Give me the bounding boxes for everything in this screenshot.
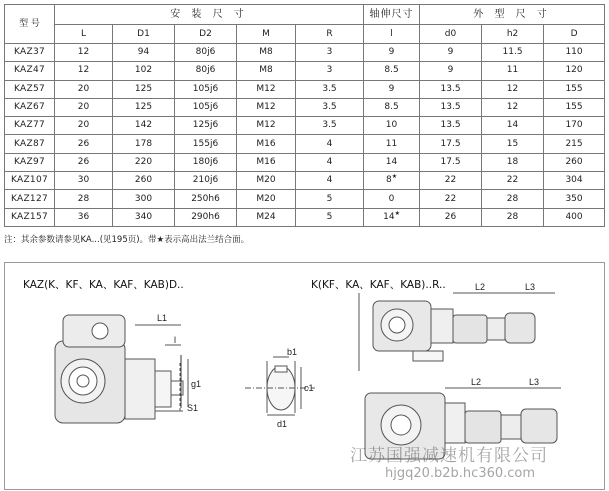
cell-value: 15 [506, 138, 519, 149]
dim-label-l2-top: L2 [475, 282, 486, 292]
cell-value: 3.5 [322, 83, 337, 94]
cell-D [544, 62, 605, 80]
cell-value: 3 [326, 47, 333, 58]
cell-M [237, 44, 296, 62]
cell-value: 11.5 [502, 47, 523, 58]
cell-value: 170 [565, 120, 583, 131]
sub-header-d0: d0 [420, 25, 482, 44]
cell-L [55, 135, 113, 153]
cell-value: 260 [134, 175, 153, 186]
cell-value: KAZ127 [10, 193, 49, 204]
cell-value: 26 [444, 211, 457, 222]
cell-l [364, 117, 420, 135]
cell-D1 [113, 153, 175, 171]
cell-value: 30 [77, 175, 90, 186]
cell-D1 [113, 208, 175, 226]
cell-h2 [482, 62, 544, 80]
cell-value: 125 [134, 83, 153, 94]
sub-header-D1: D1 [113, 25, 175, 44]
cell-value: 9 [388, 83, 395, 94]
cell-L [55, 190, 113, 208]
cell-R [296, 62, 364, 80]
cell-D1 [113, 98, 175, 116]
cell-value: M12 [256, 83, 276, 94]
table-row [5, 80, 605, 98]
cell-value: M8 [259, 65, 273, 76]
cell-R [296, 117, 364, 135]
cell-D1 [113, 80, 175, 98]
cell-value: 3 [326, 65, 333, 76]
drawing-panel [4, 262, 605, 490]
cell-value: KAZ157 [10, 211, 49, 222]
cell-value: 400 [565, 211, 583, 222]
cell-value: 26 [77, 156, 90, 167]
cell-d0 [420, 190, 482, 208]
cell-value: M16 [256, 138, 276, 149]
dim-label-l3-top: L3 [525, 282, 536, 292]
cell-l [364, 208, 420, 226]
cell-value: 142 [134, 120, 153, 131]
sub-header-M: M [237, 25, 296, 44]
cell-L [55, 98, 113, 116]
cell-value: 5 [326, 211, 333, 222]
outline-size-header: 外 型 尺 寸 [420, 5, 605, 25]
cell-l [364, 44, 420, 62]
cell-value: KAZ57 [13, 83, 46, 94]
cell-d0 [420, 208, 482, 226]
cell-value: 9 [388, 47, 395, 58]
cell-value: 110 [565, 47, 583, 58]
cell-value: 94 [137, 47, 150, 58]
dimension-labels [157, 282, 539, 429]
kaz-gearbox-drawing [55, 315, 183, 423]
cell-value: 13.5 [440, 120, 461, 131]
cell-value: 180j6 [192, 156, 219, 167]
cell-D1 [113, 117, 175, 135]
dim-label-l2-bottom: L2 [471, 377, 482, 387]
cell-value: 300 [134, 193, 153, 204]
cell-L [55, 153, 113, 171]
cell-value: 125 [134, 102, 153, 113]
cell-value: 36 [77, 211, 90, 222]
cell-value: 125j6 [192, 120, 219, 131]
cell-D [544, 98, 605, 116]
cell-value: 80j6 [195, 65, 216, 76]
cell-value: 8.5 [384, 102, 399, 113]
cell-value: 4 [326, 156, 333, 167]
table-row [5, 44, 605, 62]
table-row [5, 98, 605, 116]
cell-value: 12 [77, 47, 90, 58]
cell-D [544, 153, 605, 171]
cell-value: 304 [565, 175, 583, 186]
sub-header-D: D [544, 25, 605, 44]
sub-header-R: R [296, 25, 364, 44]
cell-R [296, 190, 364, 208]
cell-l [364, 62, 420, 80]
cell-d0 [420, 98, 482, 116]
cell-L [55, 208, 113, 226]
cell-value: 9 [447, 47, 454, 58]
cell-d0 [420, 44, 482, 62]
cell-value: KAZ47 [13, 65, 46, 76]
cell-value: 18 [506, 156, 519, 167]
cell-h2 [482, 153, 544, 171]
cell-value: 17.5 [440, 138, 461, 149]
cell-d0 [420, 62, 482, 80]
cell-value: 9 [447, 65, 454, 76]
dim-label-l1: L1 [157, 313, 168, 323]
table-row [5, 172, 605, 190]
cell-D1 [113, 62, 175, 80]
cell-R [296, 98, 364, 116]
cell-value: 13.5 [440, 102, 461, 113]
cell-value: 102 [134, 65, 153, 76]
cell-value: 3.5 [322, 102, 337, 113]
cell-value: 290h6 [191, 211, 220, 222]
left-drawing-title: KAZ(K、KF、KA、KAF、KAB)D.. [23, 279, 184, 291]
star-marker: ★ [391, 173, 398, 181]
cell-value: 14 [506, 120, 519, 131]
cell-value: 4 [326, 175, 333, 186]
cell-value: M20 [256, 193, 276, 204]
cell-model [5, 172, 55, 190]
install-size-header: 安 装 尺 寸 [55, 5, 364, 25]
cell-value: 105j6 [192, 83, 219, 94]
cell-d0 [420, 135, 482, 153]
cell-h2 [482, 135, 544, 153]
cell-R [296, 153, 364, 171]
cell-value: 178 [134, 138, 153, 149]
cell-D1 [113, 44, 175, 62]
cell-model [5, 135, 55, 153]
cell-value: 17.5 [440, 156, 461, 167]
dim-label-g1: g1 [191, 379, 202, 389]
right-drawing-title: K(KF、KA、KAF、KAB)..R.. [311, 279, 446, 291]
table-row [5, 117, 605, 135]
cell-h2 [482, 190, 544, 208]
cell-D2 [175, 190, 237, 208]
cell-value: 14 [385, 156, 398, 167]
cell-value: 340 [134, 211, 153, 222]
cell-value: 80j6 [195, 47, 216, 58]
cell-R [296, 44, 364, 62]
cell-D [544, 208, 605, 226]
cell-l [364, 80, 420, 98]
cell-value: M16 [256, 156, 276, 167]
cell-value: 26 [77, 138, 90, 149]
cell-d0 [420, 117, 482, 135]
cell-R [296, 80, 364, 98]
cell-D [544, 117, 605, 135]
dim-label-c1: c1 [304, 383, 314, 393]
cell-value: 20 [77, 102, 90, 113]
cell-D1 [113, 190, 175, 208]
cell-D [544, 44, 605, 62]
cell-l [364, 153, 420, 171]
model-header: 型 号 [5, 5, 55, 44]
cell-value: 210j6 [192, 175, 219, 186]
cell-value: 250h6 [191, 193, 220, 204]
dim-label-l: l [174, 335, 176, 345]
cell-d0 [420, 153, 482, 171]
cell-value: KAZ37 [13, 47, 46, 58]
cell-value: 155 [565, 102, 583, 113]
table-row [5, 135, 605, 153]
sub-header-h2: h2 [482, 25, 544, 44]
cell-value: 155 [565, 83, 583, 94]
spec-table-body [5, 44, 605, 227]
cell-M [237, 153, 296, 171]
cell-value: 12 [77, 65, 90, 76]
spec-table [4, 4, 605, 227]
footnote: 注：其余参数请参见KA...(见195页)。带★表示高出法兰结合面。 [4, 235, 250, 245]
cell-value: 215 [565, 138, 583, 149]
cell-h2 [482, 172, 544, 190]
cell-D2 [175, 62, 237, 80]
cell-model [5, 117, 55, 135]
cell-M [237, 135, 296, 153]
cell-D [544, 80, 605, 98]
dim-label-b1: b1 [287, 347, 298, 357]
cell-M [237, 117, 296, 135]
cell-value: KAZ107 [10, 175, 49, 186]
cell-value: M12 [256, 102, 276, 113]
cell-h2 [482, 44, 544, 62]
cell-model [5, 44, 55, 62]
cell-D2 [175, 80, 237, 98]
cell-value: 11 [506, 65, 519, 76]
dim-label-d1: d1 [277, 419, 288, 429]
cell-D2 [175, 208, 237, 226]
k-series-drawing-top [359, 293, 555, 371]
cell-value: 120 [565, 65, 583, 76]
cell-value: M8 [259, 47, 273, 58]
sub-header-D2: D2 [175, 25, 237, 44]
cell-L [55, 117, 113, 135]
cell-R [296, 135, 364, 153]
cell-D [544, 135, 605, 153]
cell-value: KAZ97 [13, 156, 46, 167]
shaft-size-header: 轴伸尺寸 [364, 5, 420, 25]
dim-label-l3-bottom: L3 [529, 377, 540, 387]
cell-model [5, 80, 55, 98]
cell-value: 12 [506, 102, 519, 113]
cell-D1 [113, 135, 175, 153]
cell-value: 22 [506, 175, 519, 186]
cell-value: 20 [77, 83, 90, 94]
cell-l [364, 172, 420, 190]
cell-M [237, 208, 296, 226]
table-row [5, 62, 605, 80]
cell-D [544, 190, 605, 208]
cell-model [5, 98, 55, 116]
cell-L [55, 62, 113, 80]
cell-M [237, 62, 296, 80]
cell-value: 5 [326, 193, 333, 204]
cell-value: 260 [565, 156, 583, 167]
cell-d0 [420, 80, 482, 98]
cell-value: 28 [77, 193, 90, 204]
cell-value: 11 [385, 138, 398, 149]
cell-model [5, 190, 55, 208]
cell-l [364, 98, 420, 116]
cell-D [544, 172, 605, 190]
cell-value: M12 [256, 120, 276, 131]
cell-M [237, 172, 296, 190]
cell-L [55, 172, 113, 190]
cell-h2 [482, 117, 544, 135]
star-marker: ★ [394, 209, 400, 217]
cell-D2 [175, 153, 237, 171]
cell-h2 [482, 208, 544, 226]
cell-value: 8 [385, 175, 392, 186]
table-row [5, 208, 605, 226]
cell-h2 [482, 98, 544, 116]
cell-value: 22 [444, 175, 457, 186]
cell-value: M24 [256, 211, 276, 222]
watermark-company: 江苏国强减速机有限公司 [350, 446, 548, 466]
cell-D2 [175, 117, 237, 135]
sub-header-L: L [55, 25, 113, 44]
cell-value: M20 [256, 175, 276, 186]
cell-model [5, 153, 55, 171]
cell-M [237, 98, 296, 116]
cell-value: 10 [385, 120, 398, 131]
watermark-url: hjgq20.b2b.hc360.com [385, 466, 536, 481]
cell-model [5, 208, 55, 226]
cell-value: 22 [444, 193, 457, 204]
cell-value: 4 [326, 138, 333, 149]
cell-L [55, 80, 113, 98]
cell-D2 [175, 135, 237, 153]
cell-R [296, 208, 364, 226]
table-row [5, 153, 605, 171]
cell-value: 105j6 [192, 102, 219, 113]
cell-M [237, 190, 296, 208]
cell-value: 20 [77, 120, 90, 131]
cell-value: 28 [506, 193, 519, 204]
cell-L [55, 44, 113, 62]
cell-value: 220 [134, 156, 153, 167]
cell-value: KAZ77 [13, 120, 46, 131]
cell-model [5, 62, 55, 80]
cell-D2 [175, 172, 237, 190]
dim-label-s1: S1 [187, 403, 199, 413]
sub-header-l: l [364, 25, 420, 44]
cell-D2 [175, 44, 237, 62]
cell-value: 28 [506, 211, 519, 222]
cell-value: 0 [388, 193, 395, 204]
cell-value: KAZ87 [13, 138, 46, 149]
cell-l [364, 190, 420, 208]
cell-value: 155j6 [192, 138, 219, 149]
cell-value: 8.5 [384, 65, 399, 76]
cell-l [364, 135, 420, 153]
cell-value: 14 [383, 211, 395, 222]
table-row [5, 190, 605, 208]
cell-M [237, 80, 296, 98]
cell-value: KAZ67 [13, 102, 46, 113]
cell-value: 3.5 [322, 120, 337, 131]
cell-h2 [482, 80, 544, 98]
cell-D2 [175, 98, 237, 116]
cell-value: 12 [506, 83, 519, 94]
cell-D1 [113, 172, 175, 190]
cell-R [296, 172, 364, 190]
cell-value: 13.5 [440, 83, 461, 94]
cell-value: 350 [565, 193, 583, 204]
cell-d0 [420, 172, 482, 190]
